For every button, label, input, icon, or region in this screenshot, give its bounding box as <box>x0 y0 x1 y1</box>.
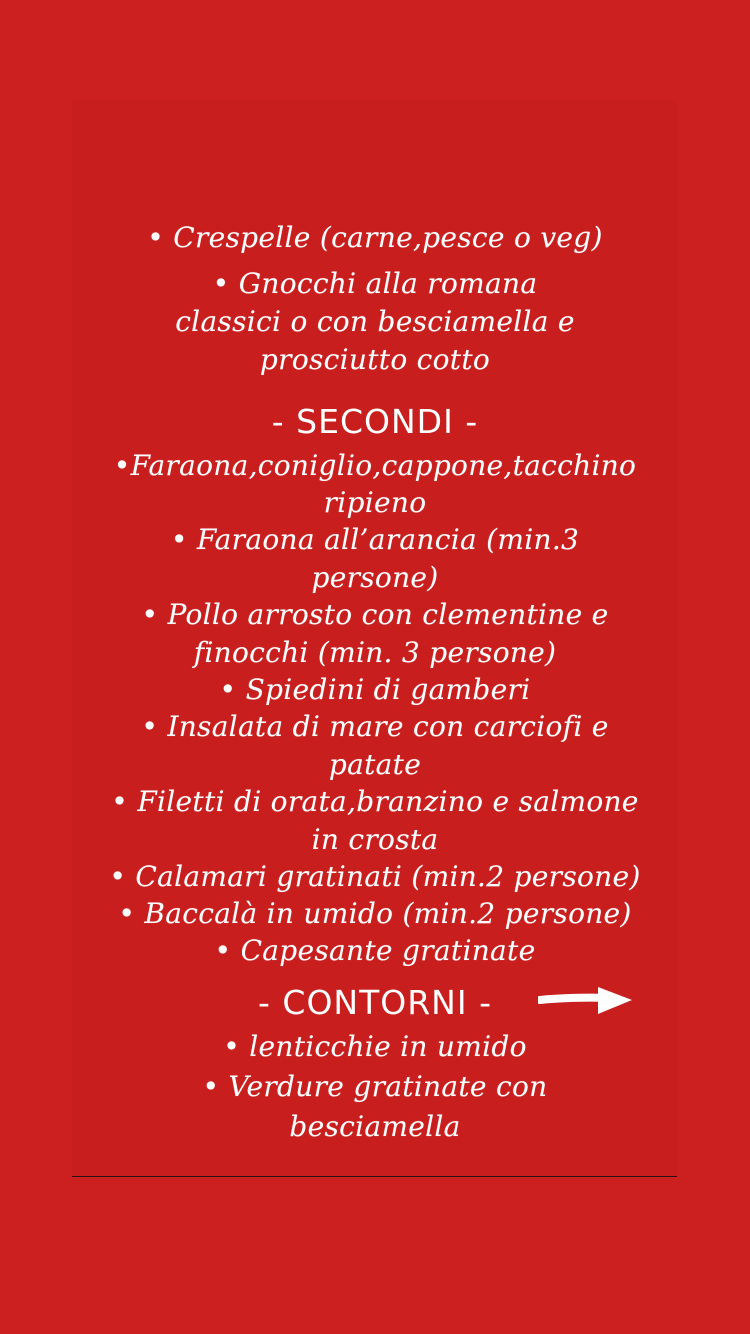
menu-line: • Gnocchi alla romana <box>212 267 538 300</box>
contorni-heading: - CONTORNI - <box>258 983 492 1022</box>
menu-line: • Baccalà in umido (min.2 persone) <box>118 897 632 930</box>
menu-line: finocchi (min. 3 persone) <box>193 636 557 669</box>
menu-line: • Calamari gratinati (min.2 persone) <box>109 860 641 893</box>
menu-line: patate <box>328 748 422 781</box>
menu-line: • Pollo arrosto con clementine e <box>141 598 609 631</box>
menu-line: prosciutto cotto <box>259 343 491 376</box>
menu-line: • Filetti di orata,branzino e salmone <box>111 785 639 818</box>
menu-line: • Capesante gratinate <box>214 934 536 967</box>
menu-line: • Faraona all’arancia (min.3 <box>170 523 580 556</box>
menu-line: classici o con besciamella e <box>175 305 575 338</box>
menu-line: • Crespelle (carne,pesce o veg) <box>147 221 603 254</box>
menu-line: • lenticchie in umido <box>223 1030 527 1063</box>
menu-line: persone) <box>311 561 439 594</box>
menu-line: • Insalata di mare con carciofi e <box>141 710 609 743</box>
menu-line: • Spiedini di gamberi <box>219 673 531 706</box>
menu-line: ripieno <box>323 486 427 519</box>
right-arrow-icon <box>538 984 634 1018</box>
secondi-heading: - SECONDI - <box>271 402 479 441</box>
menu-line: •Faraona,coniglio,cappone,tacchino <box>113 449 637 482</box>
menu-line: besciamella <box>289 1110 461 1143</box>
menu-line: in crosta <box>311 823 439 856</box>
menu-line: • Verdure gratinate con <box>202 1070 548 1103</box>
